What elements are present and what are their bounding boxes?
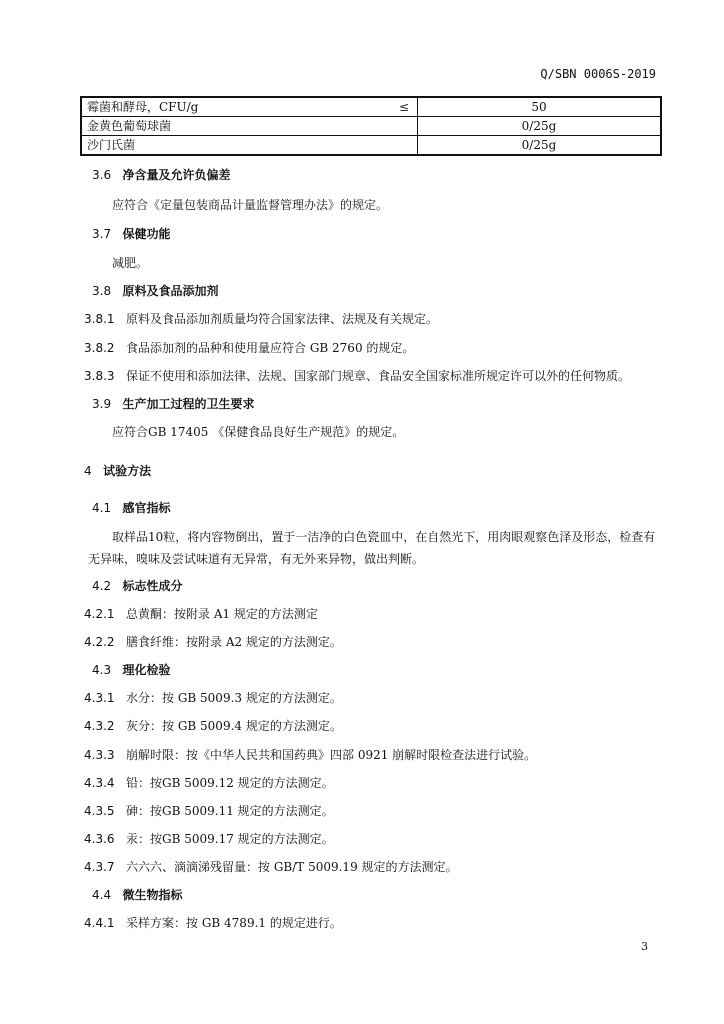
section-heading: 3.8 原料及食品添加剂 <box>92 284 219 298</box>
section-heading: 3.7 保健功能 <box>92 227 171 241</box>
clause: 4.3.3 崩解时限：按《中华人民共和国药典》四部 0921 崩解时限检查法进行试验。 <box>84 748 537 762</box>
clause: 4.3.2 灰分：按 GB 5009.4 规定的方法测定。 <box>84 719 342 733</box>
clause: 4.3.5 砷：按GB 5009.11 规定的方法测定。 <box>84 804 334 818</box>
table-row <box>81 117 661 136</box>
section-heading: 3.9 生产加工过程的卫生要求 <box>92 397 255 411</box>
table-cell-item: 霉菌和酵母，CFU/g ≤ <box>81 97 418 117</box>
clause: 4.3.1 水分：按 GB 5009.3 规定的方法测定。 <box>84 691 342 705</box>
table-cell-item: 金黄色葡萄球菌 <box>81 117 418 136</box>
section-body: 应符合《定量包装商品计量监督管理办法》的规定。 <box>112 198 389 212</box>
clause: 3.8.1 原料及食品添加剂质量均符合国家法律、法规及有关规定。 <box>84 312 439 326</box>
table-cell-item: 沙门氏菌 <box>81 136 418 156</box>
section-heading: 4.4 微生物指标 <box>92 888 183 902</box>
comparator: ≤ <box>398 100 409 114</box>
chapter-heading: 4 试验方法 <box>84 464 152 478</box>
section-heading: 3.6 净含量及允许负偏差 <box>92 168 231 182</box>
clause: 4.4.1 采样方案：按 GB 4789.1 的规定进行。 <box>84 916 342 930</box>
clause: 4.3.7 六六六、滴滴涕残留量：按 GB/T 5009.19 规定的方法测定。 <box>84 860 458 874</box>
section-body: 应符合GB 17405 《保健食品良好生产规范》的规定。 <box>112 425 405 439</box>
table-cell-value: 50 <box>418 97 662 117</box>
clause: 4.3.4 铅：按GB 5009.12 规定的方法测定。 <box>84 776 334 790</box>
table-row <box>81 136 661 156</box>
document-code: Q/SBN 0006S-2019 <box>540 67 656 81</box>
clause: 4.2.2 膳食纤维：按附录 A2 规定的方法测定。 <box>84 635 342 649</box>
section-body: 减肥。 <box>112 256 149 270</box>
table-row <box>81 97 661 117</box>
section-body: 取样品10粒，将内容物倒出，置于一洁净的白色瓷皿中，在自然光下，用肉眼观察色泽及形态，检查有无异味，嗅味及尝试味道有无异常，有无外来异物，做出判断。 <box>88 530 656 566</box>
section-heading: 4.3 理化检验 <box>92 663 171 677</box>
microbiology-table <box>80 96 662 156</box>
table-cell-value: 0/25g <box>418 117 662 136</box>
page-number: 3 <box>641 940 648 953</box>
section-heading: 4.1 感官指标 <box>92 501 171 515</box>
clause: 4.3.6 汞：按GB 5009.17 规定的方法测定。 <box>84 832 334 846</box>
table-cell-value: 0/25g <box>418 136 662 156</box>
section-heading: 4.2 标志性成分 <box>92 579 183 593</box>
clause: 3.8.3 保证不使用和添加法律、法规、国家部门规章、食品安全国家标准所规定许可以外的任何物质。 <box>84 369 631 383</box>
clause: 3.8.2 食品添加剂的品种和使用量应符合 GB 2760 的规定。 <box>84 341 415 355</box>
clause: 4.2.1 总黄酮：按附录 A1 规定的方法测定 <box>84 607 318 621</box>
